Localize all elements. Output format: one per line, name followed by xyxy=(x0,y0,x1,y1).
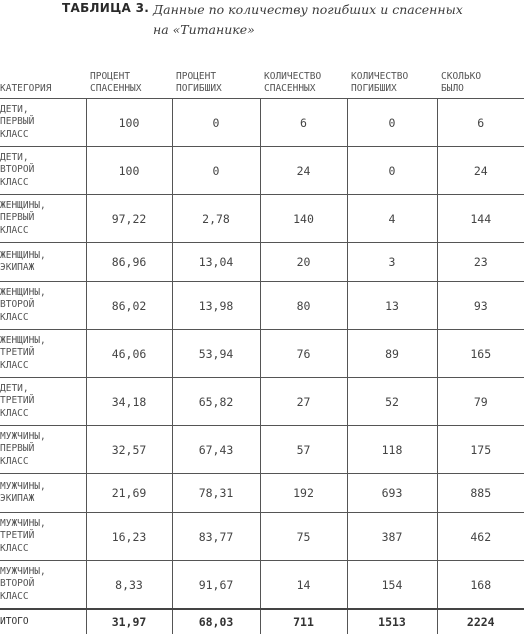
category-cell-line: ДЕТИ, xyxy=(0,152,86,165)
column-header-line: ПРОЦЕНТ xyxy=(90,71,172,83)
caption-text xyxy=(153,0,463,40)
table-body xyxy=(0,99,524,634)
category-cell-line: ПЕРВЫЙ xyxy=(0,212,86,225)
category-cell-line: ТРЕТИЙ xyxy=(0,395,86,408)
category-cell-line: ЖЕНЩИНЫ, xyxy=(0,287,86,300)
table-caption xyxy=(62,0,502,40)
value-cell: 0 xyxy=(347,147,437,195)
table-row xyxy=(0,330,524,378)
category-cell xyxy=(0,561,86,610)
value-cell: 192 xyxy=(260,474,347,513)
value-cell: 14 xyxy=(260,561,347,610)
category-cell-line: КЛАСС xyxy=(0,177,86,190)
table-row xyxy=(0,147,524,195)
category-cell xyxy=(0,513,86,561)
value-cell: 89 xyxy=(347,330,437,378)
table-row xyxy=(0,243,524,282)
column-header xyxy=(347,60,437,99)
value-cell: 86,96 xyxy=(86,243,172,282)
category-cell-line: КЛАСС xyxy=(0,129,86,142)
value-cell: 75 xyxy=(260,513,347,561)
category-cell-line: КЛАСС xyxy=(0,312,86,325)
caption-line-2: на «Титанике» xyxy=(153,20,463,40)
value-cell: 52 xyxy=(347,378,437,426)
value-cell: 175 xyxy=(437,426,524,474)
titanic-table xyxy=(0,60,524,634)
value-cell: 144 xyxy=(437,195,524,243)
value-cell: 65,82 xyxy=(172,378,260,426)
category-cell-line: ЖЕНЩИНЫ, xyxy=(0,335,86,348)
category-cell-line: ЖЕНЩИНЫ, xyxy=(0,200,86,213)
column-header-line: ПОГИБШИХ xyxy=(351,83,437,95)
value-cell: 100 xyxy=(86,99,172,147)
header-row xyxy=(0,60,524,99)
category-cell xyxy=(0,378,86,426)
table-row xyxy=(0,474,524,513)
value-cell: 53,94 xyxy=(172,330,260,378)
value-cell: 91,67 xyxy=(172,561,260,610)
category-cell-line: ВТОРОЙ xyxy=(0,299,86,312)
category-cell-line: КЛАСС xyxy=(0,360,86,373)
column-header xyxy=(172,60,260,99)
value-cell: 140 xyxy=(260,195,347,243)
category-cell xyxy=(0,195,86,243)
caption-label: ТАБЛИЦА 3. xyxy=(62,1,149,15)
value-cell: 711 xyxy=(260,609,347,634)
value-cell: 13,98 xyxy=(172,282,260,330)
table-row xyxy=(0,99,524,147)
value-cell: 79 xyxy=(437,378,524,426)
value-cell: 8,33 xyxy=(86,561,172,610)
category-cell-line: ЭКИПАЖ xyxy=(0,493,86,506)
value-cell: 885 xyxy=(437,474,524,513)
value-cell: 80 xyxy=(260,282,347,330)
column-header-line: КОЛИЧЕСТВО xyxy=(351,71,437,83)
value-cell: 24 xyxy=(260,147,347,195)
value-cell: 4 xyxy=(347,195,437,243)
value-cell: 57 xyxy=(260,426,347,474)
category-cell-line: ТРЕТИЙ xyxy=(0,347,86,360)
table-row xyxy=(0,378,524,426)
value-cell: 154 xyxy=(347,561,437,610)
column-header-line: СПАСЕННЫХ xyxy=(90,83,172,95)
value-cell: 693 xyxy=(347,474,437,513)
value-cell: 76 xyxy=(260,330,347,378)
value-cell: 118 xyxy=(347,426,437,474)
category-cell-line: ДЕТИ, xyxy=(0,104,86,117)
category-cell-line: КЛАСС xyxy=(0,543,86,556)
category-cell xyxy=(0,282,86,330)
value-cell: 24 xyxy=(437,147,524,195)
value-cell: 68,03 xyxy=(172,609,260,634)
category-cell-line: КЛАСС xyxy=(0,225,86,238)
category-cell-line: ВТОРОЙ xyxy=(0,578,86,591)
value-cell: 97,22 xyxy=(86,195,172,243)
value-cell: 100 xyxy=(86,147,172,195)
total-row xyxy=(0,609,524,634)
value-cell: 2224 xyxy=(437,609,524,634)
category-cell-line: ДЕТИ, xyxy=(0,383,86,396)
category-cell-line: МУЖЧИНЫ, xyxy=(0,566,86,579)
column-header-line: КАТЕГОРИЯ xyxy=(0,83,86,95)
value-cell: 83,77 xyxy=(172,513,260,561)
value-cell: 2,78 xyxy=(172,195,260,243)
value-cell: 13 xyxy=(347,282,437,330)
table-row xyxy=(0,195,524,243)
value-cell: 0 xyxy=(347,99,437,147)
category-cell-line: ТРЕТИЙ xyxy=(0,530,86,543)
column-header xyxy=(86,60,172,99)
value-cell: 462 xyxy=(437,513,524,561)
table-row xyxy=(0,282,524,330)
value-cell: 165 xyxy=(437,330,524,378)
value-cell: 168 xyxy=(437,561,524,610)
column-header-line: СПАСЕННЫХ xyxy=(264,83,347,95)
column-header xyxy=(0,60,86,99)
column-header-line: БЫЛО xyxy=(441,83,524,95)
category-cell xyxy=(0,99,86,147)
category-cell-line: ПЕРВЫЙ xyxy=(0,443,86,456)
column-header xyxy=(260,60,347,99)
table-row xyxy=(0,426,524,474)
category-cell xyxy=(0,243,86,282)
category-cell-line: МУЖЧИНЫ, xyxy=(0,481,86,494)
category-cell-line: ЭКИПАЖ xyxy=(0,262,86,275)
value-cell: 32,57 xyxy=(86,426,172,474)
category-cell-line: МУЖЧИНЫ, xyxy=(0,431,86,444)
value-cell: 23 xyxy=(437,243,524,282)
column-header-line: ПОГИБШИХ xyxy=(176,83,260,95)
value-cell: 93 xyxy=(437,282,524,330)
value-cell: 21,69 xyxy=(86,474,172,513)
category-cell-line: КЛАСС xyxy=(0,408,86,421)
value-cell: 20 xyxy=(260,243,347,282)
column-header-line: СКОЛЬКО xyxy=(441,71,524,83)
value-cell: 13,04 xyxy=(172,243,260,282)
value-cell: 3 xyxy=(347,243,437,282)
category-cell xyxy=(0,426,86,474)
column-header-line: ПРОЦЕНТ xyxy=(176,71,260,83)
value-cell: 27 xyxy=(260,378,347,426)
value-cell: 16,23 xyxy=(86,513,172,561)
table-row xyxy=(0,561,524,610)
category-cell xyxy=(0,474,86,513)
column-header-line: КОЛИЧЕСТВО xyxy=(264,71,347,83)
category-cell-line: МУЖЧИНЫ, xyxy=(0,518,86,531)
category-cell-line: ПЕРВЫЙ xyxy=(0,116,86,129)
value-cell: 34,18 xyxy=(86,378,172,426)
category-cell xyxy=(0,330,86,378)
value-cell: 6 xyxy=(437,99,524,147)
value-cell: 1513 xyxy=(347,609,437,634)
category-cell-line: ВТОРОЙ xyxy=(0,164,86,177)
value-cell: 78,31 xyxy=(172,474,260,513)
column-header xyxy=(437,60,524,99)
category-cell xyxy=(0,147,86,195)
value-cell: 46,06 xyxy=(86,330,172,378)
table-row xyxy=(0,513,524,561)
value-cell: 0 xyxy=(172,99,260,147)
value-cell: 86,02 xyxy=(86,282,172,330)
value-cell: 31,97 xyxy=(86,609,172,634)
category-cell xyxy=(0,609,86,634)
value-cell: 0 xyxy=(172,147,260,195)
value-cell: 67,43 xyxy=(172,426,260,474)
category-cell-line: КЛАСС xyxy=(0,591,86,604)
category-cell-line: ЖЕНЩИНЫ, xyxy=(0,250,86,263)
caption-line-1: Данные по количеству погибших и спасенных xyxy=(153,0,463,20)
value-cell: 387 xyxy=(347,513,437,561)
category-cell-line: ИТОГО xyxy=(0,616,86,629)
category-cell-line: КЛАСС xyxy=(0,456,86,469)
value-cell: 6 xyxy=(260,99,347,147)
